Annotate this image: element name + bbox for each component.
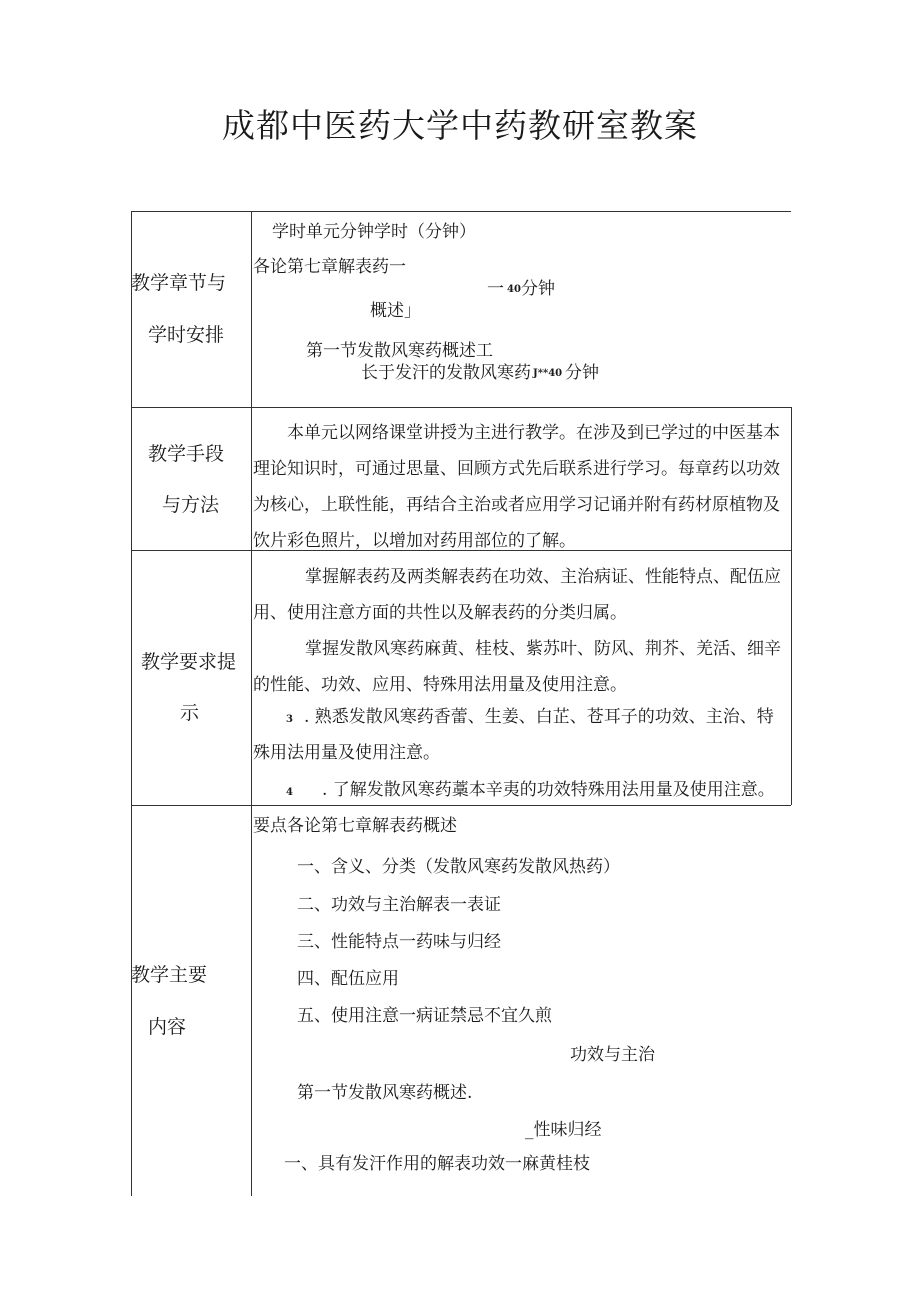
row-divider: [131, 805, 791, 806]
row-divider: [131, 211, 791, 212]
chapter-line: 第一节发散风寒药概述工: [306, 341, 493, 361]
page-title: 成都中医药大学中药教研室教案: [222, 106, 698, 145]
content-line: 一、具有发汗作用的解表功效一麻黄桂枝: [284, 1154, 590, 1174]
row-divider: [131, 407, 791, 408]
content-line: 功效与主治: [570, 1045, 655, 1065]
content-line: _性味归经: [525, 1120, 602, 1140]
content-line: 二、功效与主治解表一表证: [297, 895, 501, 915]
requirement-item: 殊用法用量及使用注意。: [253, 743, 440, 763]
chapter-line: 概述」: [370, 301, 421, 321]
chapter-line: 长于发汗的发散风寒药: [361, 363, 531, 383]
content-line: 第一节发散风寒药概述.: [297, 1083, 473, 1103]
requirement-number: 3: [286, 714, 293, 725]
chapter-line: 分钟: [521, 279, 555, 299]
content-line: 三、性能特点一药味与归经: [297, 932, 501, 952]
method-text: 本单元以网络课堂讲授为主进行教学。在涉及到已学过的中医基本理论知识时，可通过思量、回顾方式先后联系进行学习。每章药以功效为核心，上联性能，再结合主治或者应用学习记诵并附有药材原植物及饮片彩色照片，以增加对药用部位的了解。: [253, 423, 780, 551]
content-line: 四、配伍应用: [297, 969, 399, 989]
chapter-minutes-value: 40: [507, 284, 521, 295]
chapter-line: 各论第七章解表药一: [253, 257, 406, 277]
requirement-item: 掌握发散风寒药麻黄、桂枝、紫苏叶、防风、荆芥、羌活、细辛的性能、功效、应用、特殊用法用量及使用注意。: [253, 639, 781, 695]
content-line: 五、使用注意一病证禁忌不宜久煎: [297, 1006, 552, 1026]
chapter-line: 一: [487, 279, 504, 299]
column-divider: [251, 211, 252, 1196]
content-label: 教学主要: [131, 964, 208, 986]
content-label: 内容: [148, 1016, 187, 1038]
chapter-label: 教学章节与: [131, 272, 227, 294]
requirements-label: 示: [180, 702, 200, 724]
requirement-item: . 熟悉发散风寒药香蕾、生姜、白芷、苍耳子的功效、主治、特: [304, 707, 774, 727]
requirements-label: 教学要求提: [141, 651, 237, 673]
content-line: 要点各论第七章解表药概述: [253, 816, 457, 836]
column-divider: [791, 407, 792, 805]
content-line: 一、含义、分类（发散风寒药发散风热药）: [297, 857, 620, 877]
requirement-item: 掌握解表药及两类解表药在功效、主治病证、性能特点、配伍应用、使用注意方面的共性以及解表药的分类归属。: [253, 567, 781, 623]
chapter-line: 学时单元分钟学时（分钟）: [272, 222, 476, 242]
chapter-label: 学时安排: [148, 324, 225, 346]
requirement-item: . 了解发散风寒药藁本辛夷的功效特殊用法用量及使用注意。: [322, 780, 775, 800]
requirement-number: 4: [286, 787, 293, 798]
method-label: 教学手段: [148, 443, 225, 465]
method-label: 与方法: [162, 494, 220, 516]
column-divider: [131, 211, 132, 1196]
chapter-minutes-value: J**40: [533, 368, 563, 379]
chapter-line: 分钟: [565, 363, 599, 383]
